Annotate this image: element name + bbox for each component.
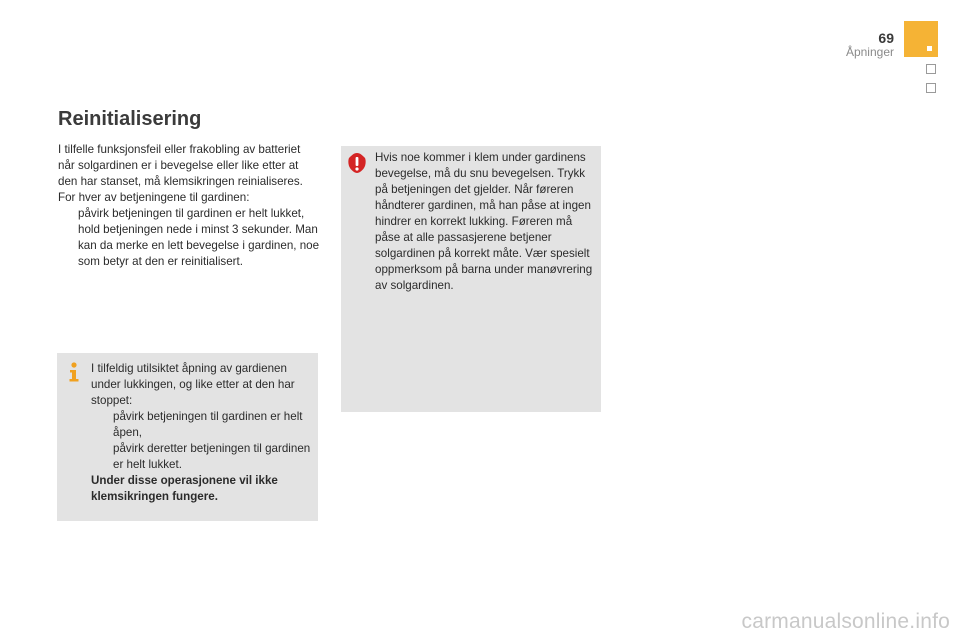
section-tab[interactable] xyxy=(926,64,936,74)
info-icon xyxy=(67,362,81,382)
warning-paragraph: Hvis noe kommer i klem under gardinens bevegelse, må du snu bevegelsen. Trykk på betjeningen det gjelder. Når føreren håndterer gardinen, må han påse at ingen hindrer en korrekt lukking. Føreren må påse at alle passasjerene betjener solgardinen på korrekt måte. Vær spesielt oppmerksom på barna under manøvrering av solgardinen. xyxy=(375,151,593,292)
info-text xyxy=(91,361,313,505)
page-number: 69 xyxy=(878,30,894,46)
list-item-text: påvirk deretter betjeningen til gardinen er helt lukket. xyxy=(113,442,311,471)
list-item-text: påvirk betjeningen til gardinen er helt lukket, xyxy=(78,207,305,220)
list-item xyxy=(58,222,320,270)
watermark: carmanualsonline.info xyxy=(741,610,950,633)
info-box xyxy=(57,353,318,521)
section-tab-active[interactable] xyxy=(904,21,938,57)
list-item-text: hold betjeningen nede i minst 3 sekunder. Man kan da merke en lett bevegelse i gardinen, noe som betyr at den er reinitialisert. xyxy=(78,223,320,268)
intro-list xyxy=(58,206,320,270)
warning-icon xyxy=(347,152,367,174)
warning-text xyxy=(375,150,599,294)
info-note: Under disse operasjonene vil ikke klemsikringen fungere. xyxy=(91,474,278,503)
section-name: Åpninger xyxy=(845,45,894,59)
list-item xyxy=(91,409,313,441)
list-item-text: påvirk betjeningen til gardinen er helt åpen, xyxy=(113,410,303,439)
warning-box xyxy=(341,146,601,412)
list-item xyxy=(91,441,313,473)
intro-text xyxy=(58,142,320,270)
intro-paragraph: For hver av betjeningene til gardinen: xyxy=(58,191,250,204)
section-tab[interactable] xyxy=(926,83,936,93)
page-title: Reinitialisering xyxy=(58,108,202,130)
list-item xyxy=(58,206,320,222)
intro-paragraph: I tilfelle funksjonsfeil eller frakobling av batteriet når solgardinen er i bevegelse eller like etter at den har stanset, må klemsikringen reinialiseres. xyxy=(58,143,303,188)
info-paragraph: I tilfeldig utilsiktet åpning av gardienen under lukkingen, og like etter at den har stoppet: xyxy=(91,362,295,407)
info-list xyxy=(91,409,313,473)
